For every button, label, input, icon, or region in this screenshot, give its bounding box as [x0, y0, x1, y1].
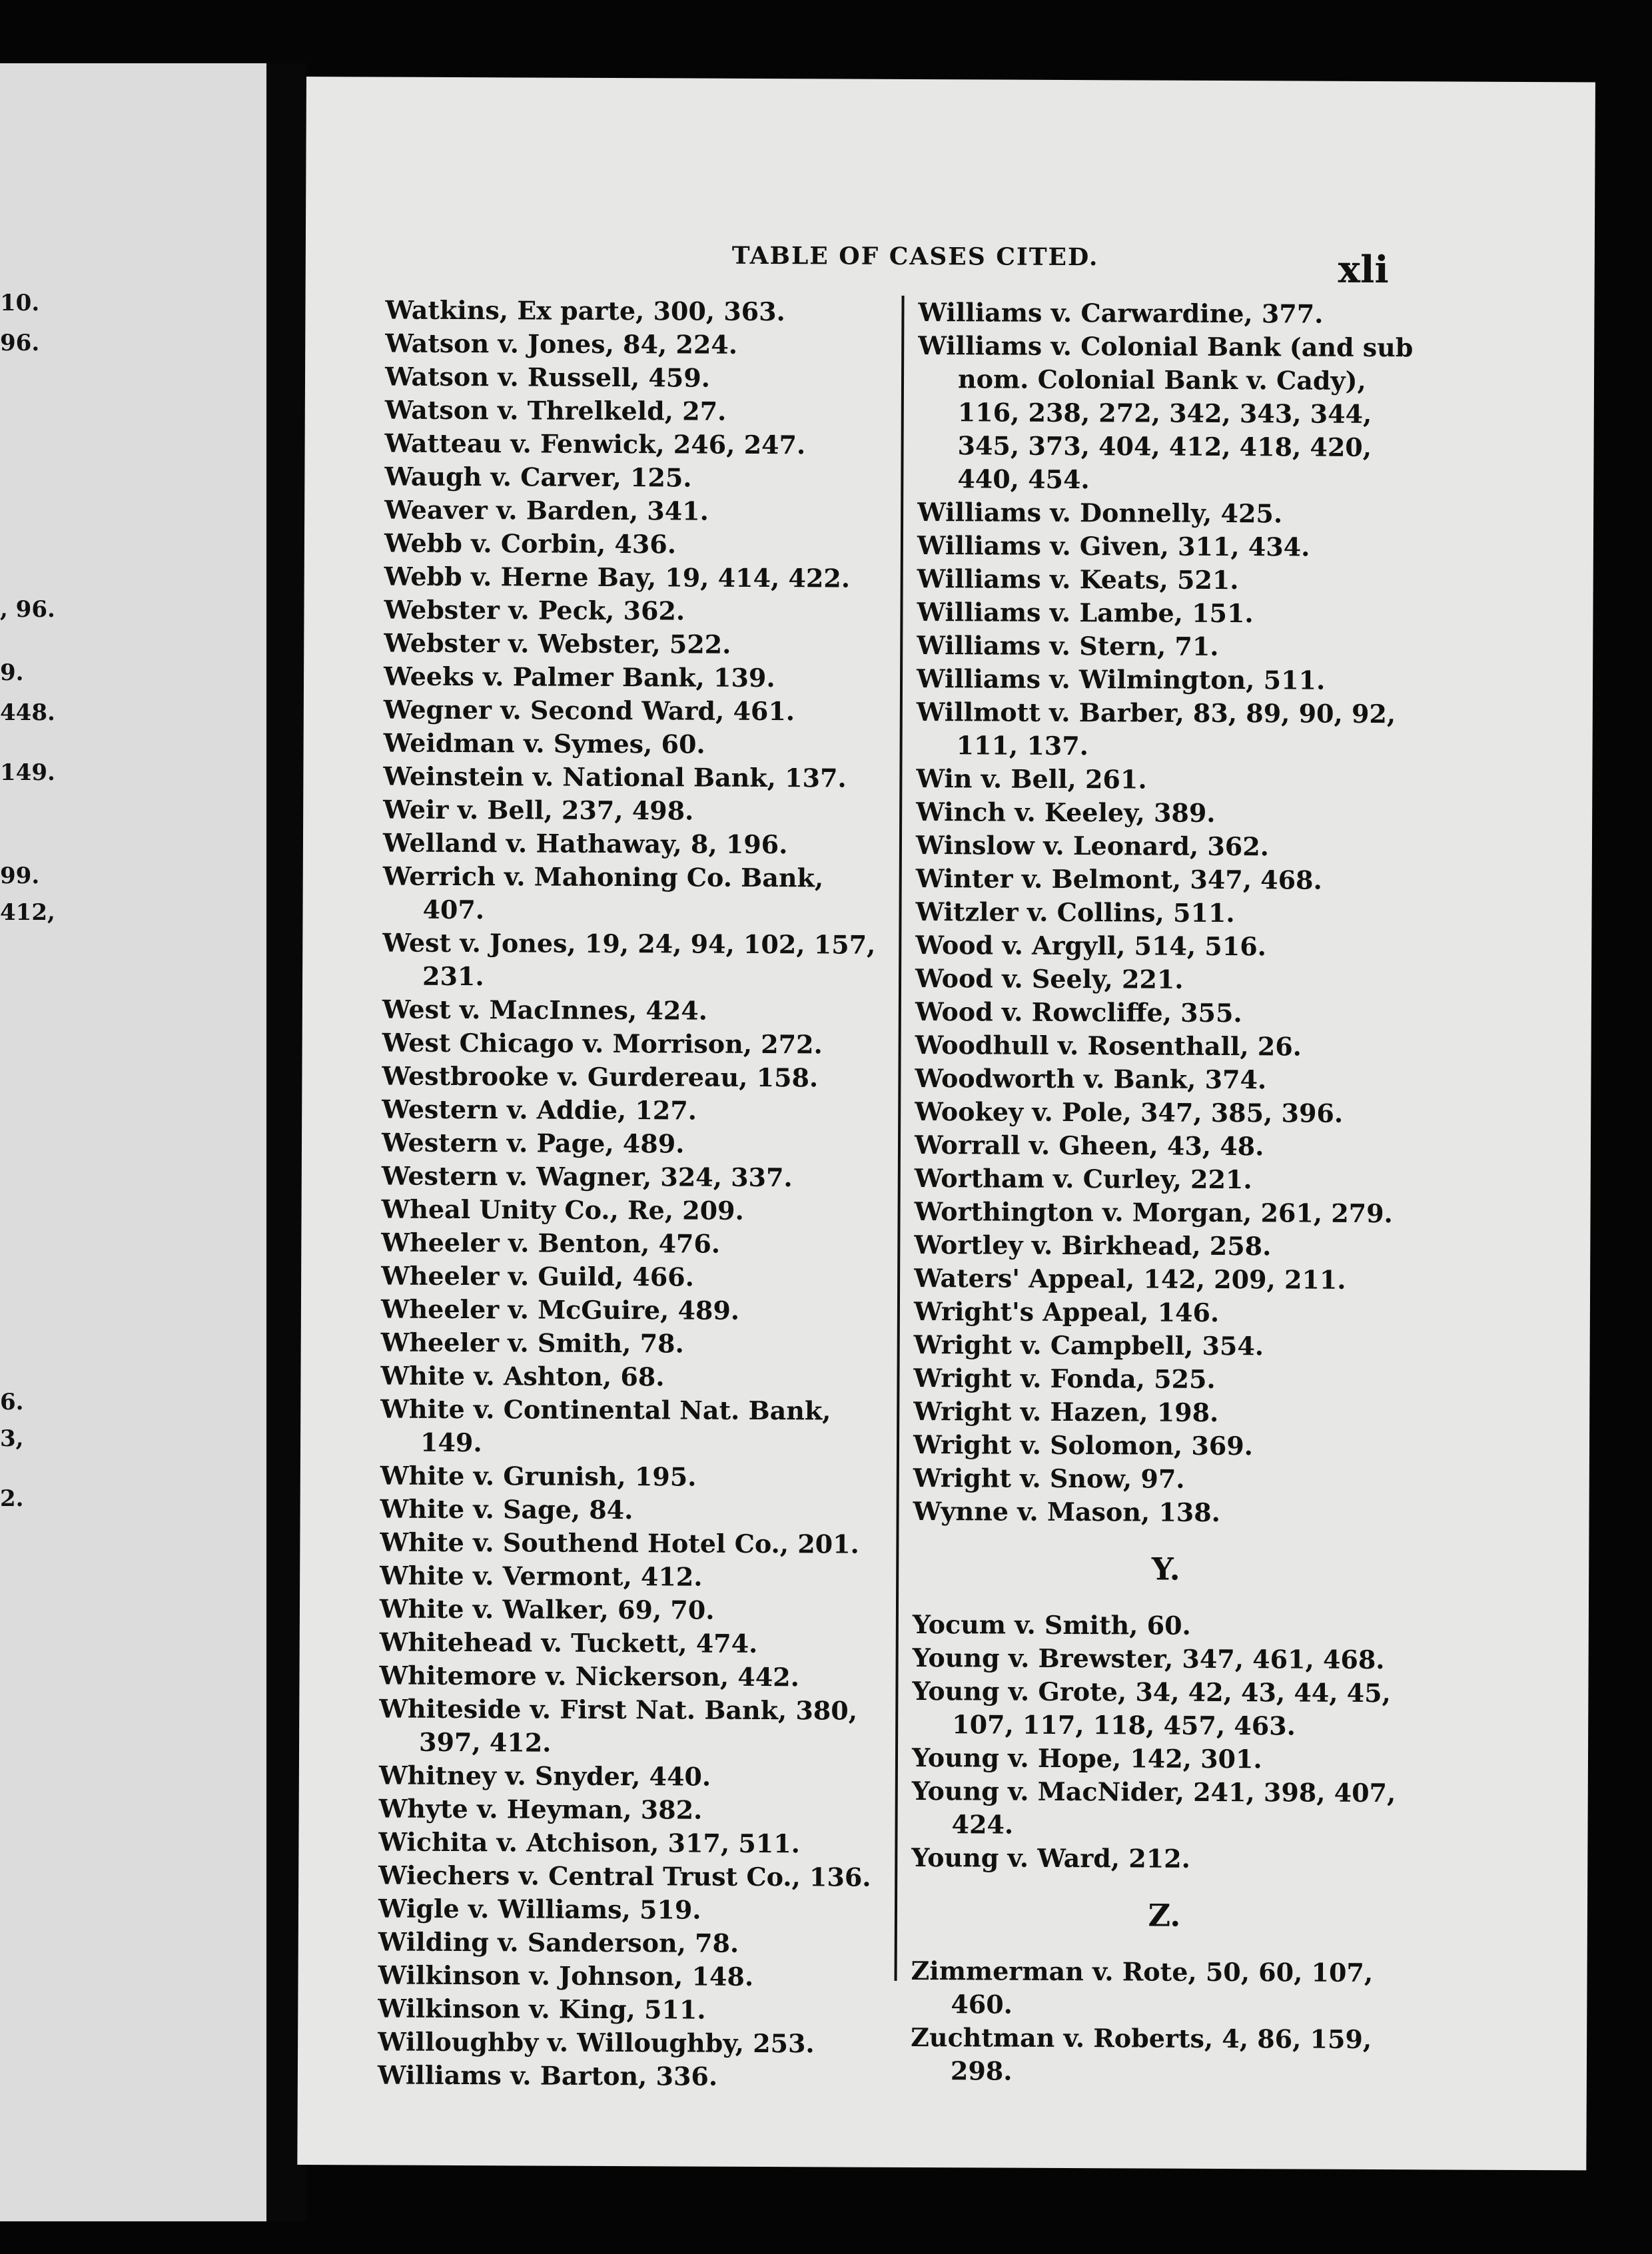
case-entry: Wright v. Fonda, 525.	[913, 1362, 1216, 1394]
case-entry: Wright v. Solomon, 369.	[913, 1429, 1254, 1461]
case-entry: Welland v. Hathaway, 8, 196.	[382, 827, 788, 860]
case-entry: Wilding v. Sanderson, 78.	[378, 1926, 739, 1958]
case-entry: Watteau v. Fenwick, 246, 247.	[384, 428, 806, 460]
running-title: TABLE OF CASES CITED.	[731, 241, 1099, 272]
case-entry: Wichita v. Atchison, 317, 511.	[378, 1826, 801, 1859]
case-entry: Wheeler v. Benton, 476.	[381, 1227, 721, 1259]
case-entry: Worthington v. Morgan, 261, 279.	[914, 1196, 1393, 1229]
case-entry: Winter v. Belmont, 347, 468.	[915, 863, 1322, 895]
case-entry: Woodhull v. Rosenthall, 26.	[915, 1030, 1302, 1062]
case-entry: Williams v. Keats, 521.	[917, 564, 1239, 595]
case-entry: Wortham v. Curley, 221.	[914, 1162, 1252, 1195]
margin-fragment: 448.	[0, 699, 55, 726]
case-entry: Zimmerman v. Rote, 50, 60, 107, 460.	[911, 1955, 1382, 2020]
case-entry: Webster v. Webster, 522.	[384, 627, 731, 659]
case-entry: Watson v. Russell, 459.	[384, 361, 711, 393]
margin-fragment: 2.	[0, 1485, 24, 1512]
case-entry: Young v. Grote, 34, 42, 43, 44, 45, 107, 117, 118, 457, 463.	[912, 1675, 1400, 1741]
case-entry: Wheeler v. Smith, 78.	[380, 1327, 684, 1359]
case-entry: Waugh v. Carver, 125.	[384, 461, 692, 493]
case-entry: Williams v. Given, 311, 434.	[917, 530, 1310, 562]
case-entry: Worrall v. Gheen, 43, 48.	[914, 1129, 1264, 1162]
case-entry: Whiteside v. First Nat. Bank, 380, 397, 412.	[379, 1693, 867, 1758]
case-entry: Webster v. Peck, 362.	[384, 594, 685, 626]
case-entry: Whyte v. Heyman, 382.	[378, 1793, 703, 1825]
case-entry: Western v. Page, 489.	[381, 1127, 685, 1159]
margin-fragment: 3,	[0, 1425, 24, 1452]
case-entry: Whitney v. Snyder, 440.	[378, 1760, 711, 1792]
case-entry: Wheeler v. Guild, 466.	[381, 1260, 695, 1292]
case-entry: Williams v. Stern, 71.	[917, 630, 1219, 661]
case-entry: Weidman v. Symes, 60.	[383, 727, 705, 759]
case-entry: White v. Grunish, 195.	[380, 1460, 697, 1492]
case-entry: Werrich v. Mahoning Co. Bank, 407.	[382, 861, 833, 925]
case-entry: Wegner v. Second Ward, 461.	[383, 694, 795, 727]
case-entry: Willmott v. Barber, 83, 89, 90, 92, 111, 137.	[916, 697, 1405, 761]
case-entry: Whitemore v. Nickerson, 442.	[379, 1660, 800, 1692]
case-entry: White v. Walker, 69, 70.	[379, 1593, 715, 1625]
case-entry: White v. Vermont, 412.	[380, 1560, 703, 1592]
left-column	[378, 294, 892, 2094]
section-heading-y: Y.	[1151, 1551, 1180, 1587]
case-entry: Wiechers v. Central Trust Co., 136.	[378, 1860, 871, 1892]
case-entry: Wood v. Seely, 221.	[915, 963, 1184, 994]
case-entry: Wilkinson v. Johnson, 148.	[378, 1960, 754, 1992]
section-heading-z: Z.	[1148, 1897, 1181, 1934]
case-entry: Witzler v. Collins, 511.	[915, 897, 1235, 929]
margin-fragment: 10.	[0, 290, 40, 316]
margin-fragment: 412,	[0, 899, 55, 926]
case-entry: Willoughby v. Willoughby, 253.	[378, 2026, 815, 2059]
case-entry: Webb v. Herne Bay, 19, 414, 422.	[384, 561, 851, 593]
case-entry: Young v. Brewster, 347, 461, 468.	[912, 1642, 1385, 1675]
right-column	[911, 296, 1425, 2089]
case-entry: Wynne v. Mason, 138.	[913, 1495, 1221, 1528]
case-entry: Wood v. Rowcliffe, 355.	[915, 996, 1242, 1028]
case-entry: White v. Continental Nat. Bank, 149.	[380, 1393, 840, 1458]
margin-fragment: 6.	[0, 1389, 24, 1415]
case-entry: Western v. Wagner, 324, 337.	[381, 1160, 793, 1193]
case-entry: White v. Ashton, 68.	[380, 1360, 665, 1392]
case-entry: Wright's Appeal, 146.	[913, 1296, 1220, 1327]
case-entry: Weir v. Bell, 237, 498.	[383, 794, 694, 826]
case-entry: Williams v. Donnelly, 425.	[917, 497, 1283, 529]
case-entry: Watkins, Ex parte, 300, 363.	[385, 294, 785, 327]
case-entry: Williams v. Carwardine, 377.	[918, 297, 1324, 329]
case-entry: Williams v. Lambe, 151.	[917, 597, 1254, 629]
case-entry: Wheal Unity Co., Re, 209.	[381, 1194, 744, 1226]
case-entry: Watson v. Threlkeld, 27.	[384, 394, 727, 426]
case-entry: Wortley v. Birkhead, 258.	[914, 1229, 1272, 1262]
case-entry: Webb v. Corbin, 436.	[384, 528, 677, 560]
page-folio: xli	[1338, 247, 1389, 292]
case-entry: Wookey v. Pole, 347, 385, 396.	[915, 1096, 1344, 1128]
column-rule	[895, 296, 905, 1981]
case-entry: Young v. MacNider, 241, 398, 407, 424.	[911, 1775, 1405, 1840]
margin-fragment: , 96.	[0, 596, 55, 623]
left-page-edge	[0, 63, 266, 2221]
case-entry: Woodworth v. Bank, 374.	[915, 1063, 1267, 1095]
case-entry: Williams v. Colonial Bank (and sub nom. Colonial Bank v. Cady), 116, 238, 272, 342, 343, 344, 345, 373, 404, 412, 418, 420, 440, 454.	[918, 330, 1422, 495]
case-entry: Wilkinson v. King, 511.	[378, 1993, 706, 2025]
case-entry: Weinstein v. National Bank, 137.	[383, 761, 847, 793]
case-entry: Young v. Hope, 142, 301.	[911, 1742, 1262, 1774]
case-entry: Weaver v. Barden, 341.	[384, 494, 709, 526]
case-entry: Wheeler v. McGuire, 489.	[380, 1294, 740, 1325]
right-page	[297, 77, 1595, 2170]
case-entry: White v. Southend Hotel Co., 201.	[380, 1527, 859, 1559]
case-entry: Wood v. Argyll, 514, 516.	[915, 930, 1267, 962]
case-entry: West v. Jones, 19, 24, 94, 102, 157, 231.	[382, 927, 885, 992]
case-entry: Williams v. Wilmington, 511.	[916, 663, 1326, 695]
case-entry: Yocum v. Smith, 60.	[912, 1609, 1191, 1641]
case-entry: White v. Sage, 84.	[380, 1493, 633, 1525]
case-entry: Westbrooke v. Gurdereau, 158.	[382, 1060, 819, 1093]
case-entry: Waters' Appeal, 142, 209, 211.	[914, 1262, 1346, 1295]
case-entry: Western v. Addie, 127.	[382, 1094, 697, 1126]
case-entry: Wright v. Snow, 97.	[913, 1462, 1185, 1494]
case-entry: Williams v. Barton, 336.	[377, 2060, 718, 2091]
margin-fragment: 96.	[0, 330, 40, 356]
case-entry: Wigle v. Williams, 519.	[378, 1893, 701, 1925]
case-entry: Wright v. Campbell, 354.	[913, 1329, 1264, 1361]
case-entry: West Chicago v. Morrison, 272.	[382, 1027, 823, 1060]
margin-fragment: 9.	[0, 659, 24, 686]
case-entry: Winch v. Keeley, 389.	[916, 797, 1216, 828]
case-entry: Whitehead v. Tuckett, 474.	[379, 1627, 758, 1659]
case-entry: West v. MacInnes, 424.	[382, 994, 708, 1026]
margin-fragment: 99.	[0, 863, 40, 889]
case-entry: Win v. Bell, 261.	[916, 763, 1147, 795]
case-entry: Weeks v. Palmer Bank, 139.	[383, 661, 775, 693]
case-entry: Watson v. Jones, 84, 224.	[385, 328, 738, 360]
margin-fragment: 149.	[0, 759, 55, 786]
case-entry: Winslow v. Leonard, 362.	[915, 830, 1270, 862]
case-entry: Zuchtman v. Roberts, 4, 86, 159, 298.	[911, 2022, 1381, 2086]
case-entry: Wright v. Hazen, 198.	[913, 1395, 1219, 1427]
case-entry: Young v. Ward, 212.	[911, 1842, 1190, 1874]
